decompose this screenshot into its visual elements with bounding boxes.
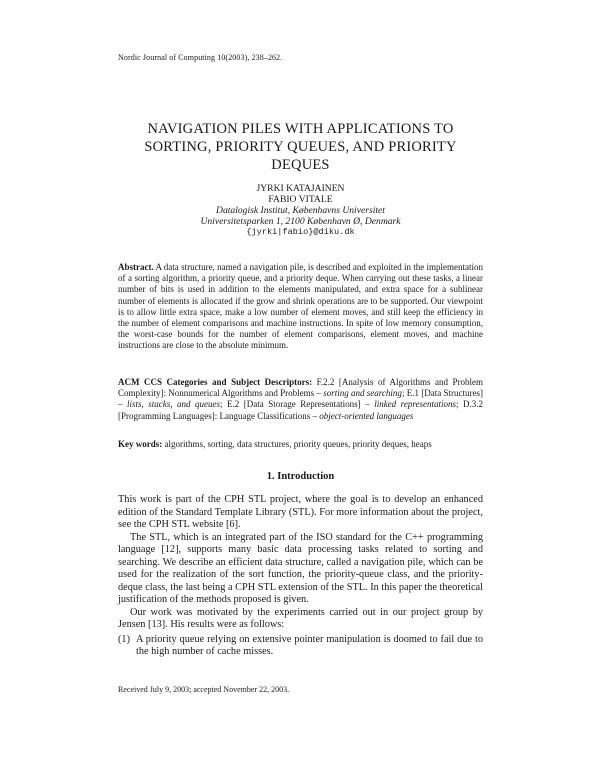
paper-title: [118, 120, 483, 174]
abstract: [118, 262, 483, 352]
journal-header: Nordic Journal of Computing 10(2003), 238–262.: [118, 53, 283, 62]
list-item-text: A priority queue relying on extensive pointer manipulation is doomed to fail due to the high number of cache misses.: [136, 633, 483, 657]
ccs-label: ACM CCS Categories and Subject Descriptors:: [118, 377, 313, 387]
title-line-1: NAVIGATION PILES WITH APPLICATIONS TO: [147, 121, 454, 137]
ccs-descriptors: [118, 377, 483, 422]
introduction-body: [118, 494, 483, 659]
keywords-text: algorithms, sorting, data structures, priority queues, priority deques, heaps: [164, 439, 432, 449]
intro-paragraph-2: The STL, which is an integrated part of the ISO standard for the C++ programming language [12], supports many basic data processing tasks related to sorting and searching. We describe an efficient data structure, called a navigation pile, which can be used for the realization of the sort function, the priority-queue class, and the priority-deque class, the last being a CPH STL extension of the STL. In this paper the theoretical justification of the methods proposed is given.: [118, 531, 483, 605]
ccs-part-4-italic: object-oriented languages: [319, 410, 414, 421]
ccs-part-1: F.2.2 [Analysis of Algorithms and Problem Complexity]: Nonnumerical Algorithms and Problems –: [118, 377, 484, 399]
ccs-part-2: ; E.1 [Data Structures] –: [118, 388, 484, 410]
list-item: [118, 634, 483, 659]
author-block: [118, 183, 483, 238]
title-line-2: SORTING, PRIORITY QUEUES, AND PRIORITY: [144, 139, 457, 155]
keywords-label: Key words:: [118, 439, 163, 449]
received-footer: Received July 9, 2003; accepted November 22, 2003.: [118, 685, 290, 694]
ccs-part-3: ; E.2 [Data Storage Representations] –: [219, 399, 370, 410]
title-line-3: DEQUES: [271, 157, 330, 173]
abstract-text: A data structure, named a navigation pile, is described and exploited in the implementation of a sorting algorithm, a priority queue, and a priority deque. When carrying out these tasks, a linear number of bits is used in addition to the elements manipulated, and extra space for a sublinear number of elements is allocated if the grow and shrink operations are to be supported. Our viewpoint is to allow little extra space, make a low number of element moves, and still keep the efficiency in the number of element comparisons and machine instructions. In spite of low memory consumption, the worst-case bounds for the number of element comparisons, element moves, and machine instructions are close to the absolute minimum.: [118, 262, 483, 351]
ccs-part-3-italic: linked representations: [374, 399, 457, 410]
keywords: [118, 439, 483, 450]
affiliation-line-2: Universitetsparken 1, 2100 København Ø, Denmark: [200, 216, 401, 227]
author-email: {jyrki|fabio}@diku.dk: [246, 227, 355, 237]
intro-paragraph-3: Our work was motivated by the experiments carried out in our project group by Jensen [13]. His results were as follows:: [118, 606, 483, 630]
ccs-part-4: ; D.3.2 [Programming Languages]: Language Classifications –: [118, 399, 484, 421]
author-name-2: FABIO VITALE: [268, 194, 333, 205]
affiliation-line-1: Datalogisk Institut, Københavns Universitet: [216, 205, 385, 216]
ccs-part-1-italic: sorting and searching: [323, 388, 402, 399]
abstract-label: Abstract.: [118, 262, 154, 272]
ccs-part-2-italic: lists, stacks, and queues: [127, 399, 220, 410]
list-item-number: (1): [118, 633, 131, 645]
intro-paragraph-1: This work is part of the CPH STL project, where the goal is to develop an enhanced edition of the Standard Template Library (STL). For more information about the project, see the CPH STL website [6].: [118, 494, 483, 530]
section-heading: 1. Introduction: [266, 471, 335, 482]
author-name-1: JYRKI KATAJAINEN: [256, 183, 345, 194]
